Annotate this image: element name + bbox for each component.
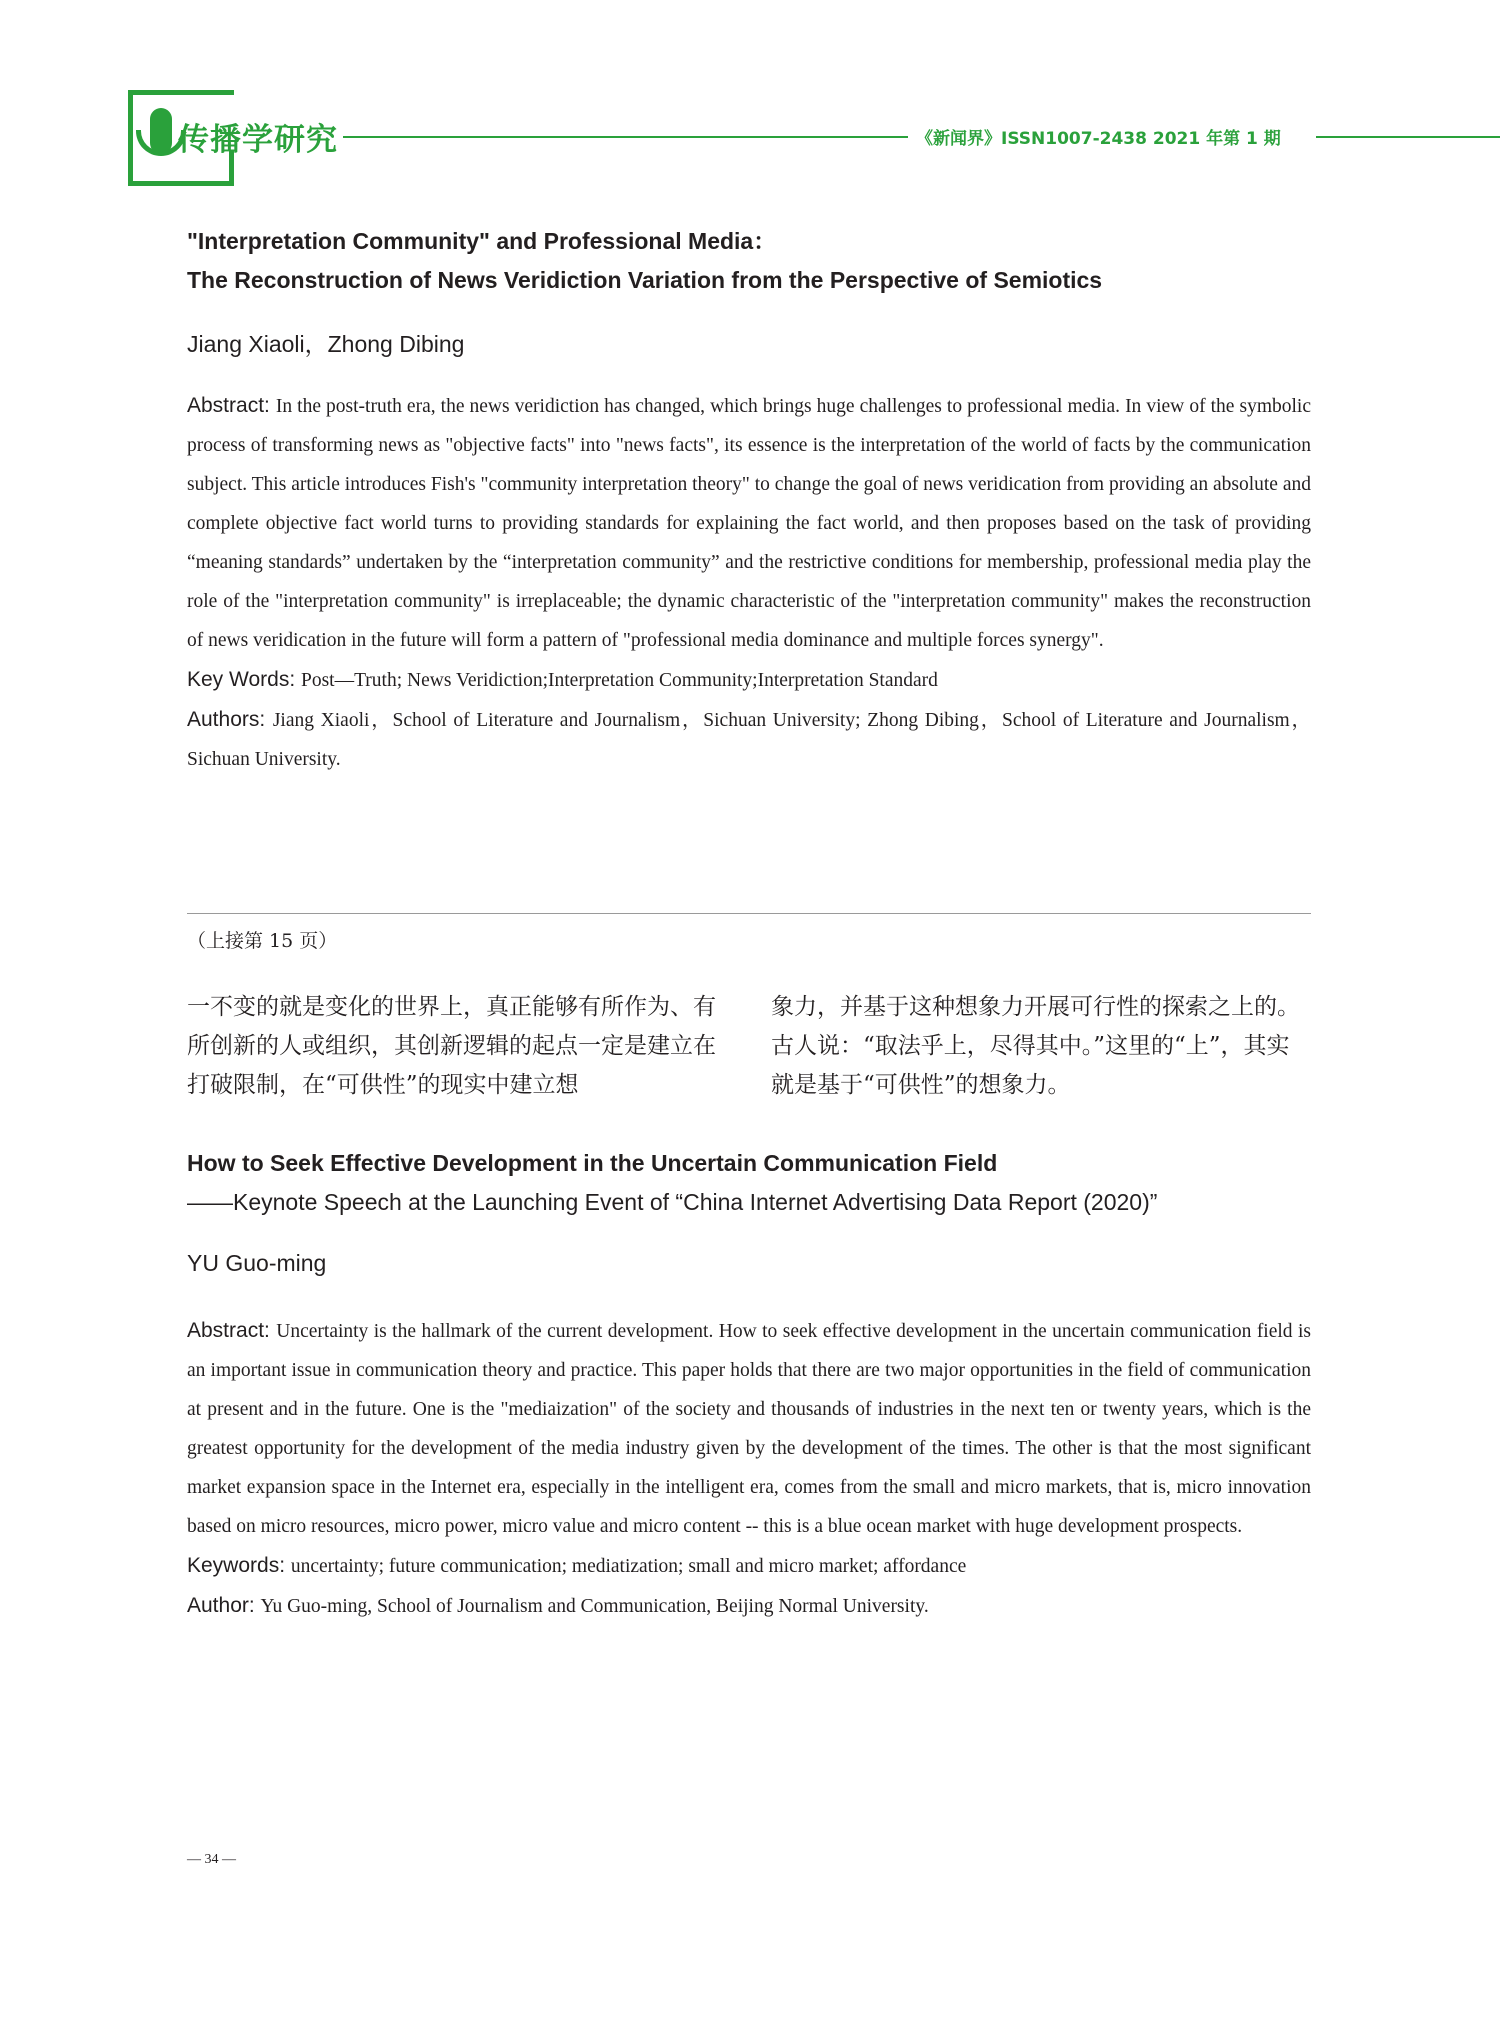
article-1-title-line-2: The Reconstruction of News Veridiction Variation from the Perspective of Semiotics: [187, 267, 1103, 293]
section-title: 传播学研究: [178, 122, 338, 158]
journal-info: 《新闻界》ISSN1007-2438 2021 年第 1 期: [916, 129, 1281, 149]
article-2-abstract: [187, 1311, 1311, 1546]
article-1-keywords: [187, 660, 1311, 700]
article-1-title-block: [187, 222, 1311, 300]
abstract-text: Uncertainty is the hallmark of the current development. How to seek effective development in the uncertain communication field is an important issue in communication theory and practice. This paper holds that there are two major opportunities in the field of communication at present and in the future. One is the "mediaization" of the society and thousands of industries in the next ten or twenty years, which is the greatest opportunity for the development of the media industry given by the development of the times. The other is that the most significant market expansion space in the Internet era, especially in the intelligent era, comes from the small and micro markets, that is, micro innovation based on micro resources, micro power, micro value and micro content -- this is a blue ocean market with huge development prospects.: [187, 1321, 1311, 1537]
article-2-subtitle: ——Keynote Speech at the Launching Event of “China Internet Advertising Data Report (2020)”: [187, 1189, 1158, 1215]
continuation-column-right: 象力，并基于这种想象力开展可行性的探索之上的。古人说：“取法乎上，尽得其中。”这里的“上”，其实就是基于“可供性”的想象力。: [771, 994, 1300, 1098]
continuation-note: （上接第 15 页）: [187, 930, 338, 952]
article-2-authors-text: YU Guo-ming: [187, 1250, 327, 1276]
article-2-body: [187, 1311, 1311, 1626]
keywords-label: Keywords:: [187, 1554, 291, 1577]
header-rule-right: [1316, 136, 1500, 138]
article-2-title-block: [187, 1144, 1311, 1222]
article-1-authors: [187, 326, 1311, 359]
abstract-label: Abstract:: [187, 394, 276, 417]
section-divider: [187, 913, 1311, 914]
header-rule-left: [343, 136, 908, 138]
article-1-abstract: [187, 386, 1311, 660]
authors-label: Authors:: [187, 708, 273, 731]
article-1-body: [187, 386, 1311, 779]
keywords-text: uncertainty; future communication; mediatization; small and micro market; affordance: [290, 1556, 967, 1577]
article-1-title-line-1: "Interpretation Community" and Professional Media：: [187, 228, 777, 254]
abstract-text: In the post-truth era, the news veridiction has changed, which brings huge challenges to professional media. In view of the symbolic process of transforming news as "objective facts" into "news facts", its essence is the interpretation of the world of facts by the communication subject. This article introduces Fish's "community interpretation theory" to change the goal of news veridication from providing an absolute and complete objective fact world turns to providing standards for explaining the fact world, and then proposes based on the task of providing “meaning standards” undertaken by the “interpretation community” and the restrictive conditions for membership, professional media play the role of the "interpretation community" is irreplaceable; the dynamic characteristic of the "interpretation community" makes the reconstruction of news veridication in the future will form a pattern of "professional media dominance and multiple forces synergy".: [187, 396, 1311, 651]
affiliations-text: Jiang Xiaoli，School of Literature and Journalism，Sichuan University; Zhong Dibing，School of Literature and Journalism，Sichuan University.: [187, 710, 1311, 770]
article-1-authors-text: Jiang Xiaoli，Zhong Dibing: [187, 331, 465, 357]
author-label: Author:: [187, 1594, 261, 1617]
continuation-column-left: 一不变的就是变化的世界上，真正能够有所作为、有所创新的人或组织，其创新逻辑的起点一定是建立在打破限制，在“可供性”的现实中建立想: [187, 994, 716, 1098]
article-2-title: How to Seek Effective Development in the Uncertain Communication Field: [187, 1150, 998, 1176]
keywords-text: Post—Truth; News Veridiction;Interpretation Community;Interpretation Standard: [300, 670, 938, 691]
keywords-label: Key Words:: [187, 668, 301, 691]
article-2-affiliation: [187, 1586, 1311, 1626]
affiliation-text: Yu Guo-ming, School of Journalism and Communication, Beijing Normal University.: [260, 1596, 929, 1617]
page-number: — 34 —: [187, 1852, 236, 1867]
article-2-authors: [187, 1250, 1311, 1277]
article-2-keywords: [187, 1546, 1311, 1586]
abstract-label: Abstract:: [187, 1319, 277, 1342]
article-1-affiliations: [187, 700, 1311, 779]
